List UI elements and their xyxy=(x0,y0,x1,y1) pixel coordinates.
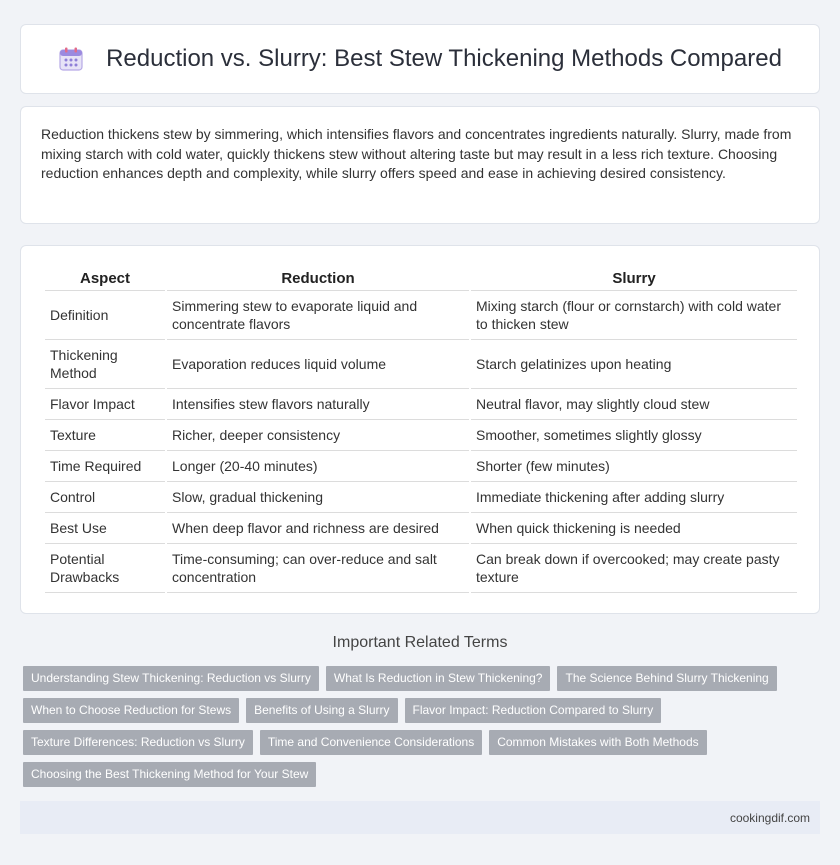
table-row xyxy=(45,291,797,340)
slurry-cell: When quick thickening is needed xyxy=(471,513,797,544)
table-row xyxy=(45,482,797,513)
related-term-tag[interactable]: Understanding Stew Thickening: Reduction vs Slurry xyxy=(23,666,319,691)
reduction-cell: Simmering stew to evaporate liquid and concentrate flavors xyxy=(167,291,469,340)
related-term-tag[interactable]: Texture Differences: Reduction vs Slurry xyxy=(23,730,253,755)
related-term-tag[interactable]: When to Choose Reduction for Stews xyxy=(23,698,239,723)
reduction-cell: Intensifies stew flavors naturally xyxy=(167,389,469,420)
slurry-cell: Can break down if overcooked; may create pasty texture xyxy=(471,544,797,593)
footer xyxy=(20,801,820,834)
page-title: Reduction vs. Slurry: Best Stew Thickening Methods Compared xyxy=(106,45,782,72)
aspect-cell: Flavor Impact xyxy=(45,389,165,420)
table-row xyxy=(45,420,797,451)
table-row xyxy=(45,389,797,420)
reduction-cell: Time-consuming; can over-reduce and salt concentration xyxy=(167,544,469,593)
related-term-tag[interactable]: Flavor Impact: Reduction Compared to Slurry xyxy=(405,698,662,723)
header-aspect: Aspect xyxy=(45,264,165,291)
related-term-tag[interactable]: What Is Reduction in Stew Thickening? xyxy=(326,666,551,691)
slurry-cell: Immediate thickening after adding slurry xyxy=(471,482,797,513)
table-row xyxy=(45,451,797,482)
aspect-cell: Best Use xyxy=(45,513,165,544)
page-header xyxy=(20,24,820,94)
intro-card xyxy=(20,106,820,224)
header-slurry: Slurry xyxy=(471,264,797,291)
aspect-cell: Potential Drawbacks xyxy=(45,544,165,593)
slurry-cell: Neutral flavor, may slightly cloud stew xyxy=(471,389,797,420)
related-term-tag[interactable]: Benefits of Using a Slurry xyxy=(246,698,397,723)
related-term-tag[interactable]: Choosing the Best Thickening Method for Your Stew xyxy=(23,762,316,787)
slurry-cell: Smoother, sometimes slightly glossy xyxy=(471,420,797,451)
slurry-cell: Starch gelatinizes upon heating xyxy=(471,340,797,389)
reduction-cell: Longer (20-40 minutes) xyxy=(167,451,469,482)
reduction-cell: Richer, deeper consistency xyxy=(167,420,469,451)
reduction-cell: Evaporation reduces liquid volume xyxy=(167,340,469,389)
reduction-cell: When deep flavor and richness are desired xyxy=(167,513,469,544)
table-row xyxy=(45,513,797,544)
related-terms-title: Important Related Terms xyxy=(332,634,508,651)
reduction-cell: Slow, gradual thickening xyxy=(167,482,469,513)
comparison-table xyxy=(43,264,799,593)
site-name[interactable]: cookingdif.com xyxy=(729,811,810,825)
aspect-cell: Thickening Method xyxy=(45,340,165,389)
aspect-cell: Definition xyxy=(45,291,165,340)
header-reduction: Reduction xyxy=(167,264,469,291)
related-terms-list xyxy=(23,666,823,794)
related-term-tag[interactable]: Time and Convenience Considerations xyxy=(260,730,482,755)
aspect-cell: Control xyxy=(45,482,165,513)
comparison-card xyxy=(20,245,820,614)
aspect-cell: Time Required xyxy=(45,451,165,482)
table-row xyxy=(45,340,797,389)
related-term-tag[interactable]: The Science Behind Slurry Thickening xyxy=(557,666,776,691)
aspect-cell: Texture xyxy=(45,420,165,451)
table-row xyxy=(45,544,797,593)
slurry-cell: Shorter (few minutes) xyxy=(471,451,797,482)
slurry-cell: Mixing starch (flour or cornstarch) with cold water to thicken stew xyxy=(471,291,797,340)
intro-text: Reduction thickens stew by simmering, which intensifies flavors and concentrates ingredients naturally. Slurry, made from mixing starch with cold water, quickly thickens stew without altering taste but may result in a less rich texture. Choosing reduction enhances depth and complexity, while slurry offers speed and ease in achieving desired consistency. xyxy=(41,126,792,181)
related-term-tag[interactable]: Common Mistakes with Both Methods xyxy=(489,730,706,755)
calendar-icon xyxy=(58,46,84,72)
